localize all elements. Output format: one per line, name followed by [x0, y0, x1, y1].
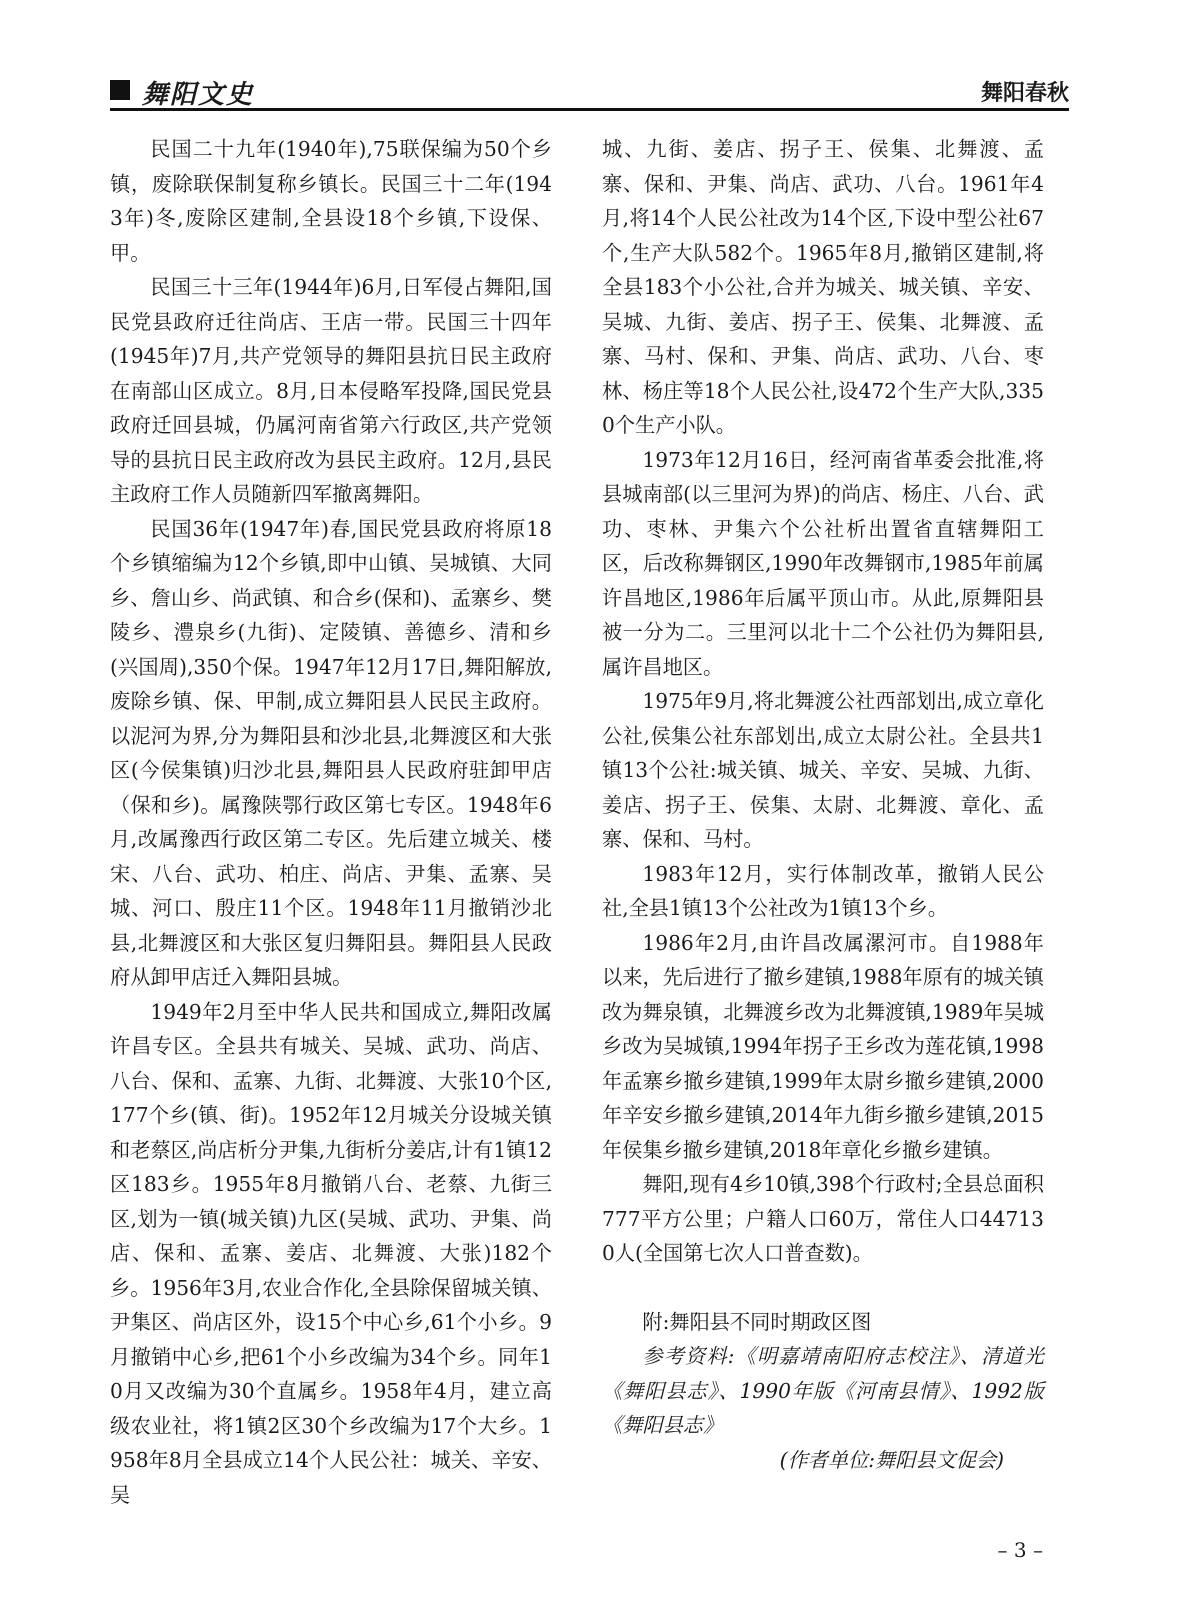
paragraph: 1973年12月16日，经河南省革委会批准,将县城南部(以三里河为界)的尚店、杨庄、八台、武功、枣林、尹集六个公社析出置省直辖舞阳工区，后改称舞钢区,1990年改舞钢市,1985年前属许昌地区,1986年后属平顶山市。从此,原舞阳县被一分为二。三里河以北十二个公社仍为舞阳县,属许昌地区。 — [602, 447, 1044, 679]
page-header — [110, 72, 1069, 111]
section-title: 舞阳春秋 — [980, 81, 1069, 106]
paragraph: 1983年12月，实行体制改革，撤销人民公社,全县1镇13个公社改为1镇13个乡。 — [602, 861, 1044, 920]
paragraph-continued: 城、九街、姜店、拐子王、侯集、北舞渡、孟寨、保和、尹集、尚店、武功、八台。1961年4月,将14个人民公社改为14个区,下设中型公社67个,生产大队582个。1965年8月,撤销区建制,将全县183个小公社,合并为城关、城关镇、辛安、吴城、九街、姜店、拐子王、侯集、北舞渡、孟寨、马村、保和、尹集、尚店、武功、八台、枣林、杨庄等18个人民公社,设472个生产大队,3350个生产小队。 — [602, 137, 1044, 437]
appendix-note: 附:舞阳县不同时期政区图 — [642, 1309, 872, 1334]
journal-title: 舞阳文史 — [142, 80, 255, 110]
paragraph: 民国36年(1947年)春,国民党县政府将原18个乡镇缩编为12个乡镇,即中山镇、吴城镇、大同乡、詹山乡、尚武镇、和合乡(保和)、孟寨乡、樊陵乡、澧泉乡(九街)、定陵镇、善德乡、清和乡(兴国周),350个保。1947年12月17日,舞阳解放,废除乡镇、保、甲制,成立舞阳县人民民主政府。以泥河为界,分为舞阳县和沙北县,北舞渡区和大张区(今侯集镇)归沙北县,舞阳县人民政府驻卸甲店（保和乡)。属豫陕鄂行政区第七专区。1948年6月,改属豫西行政区第二专区。先后建立城关、楼宋、八台、武功、柏庄、尚店、尹集、孟寨、吴城、河口、殷庄11个区。1948年11月撤销沙北县,北舞渡区和大张区复归舞阳县。舞阳县人民政府从卸甲店迁入舞阳县城。 — [110, 516, 552, 989]
page-number: – 3 – — [997, 1538, 1043, 1562]
header-square-mark — [110, 80, 130, 100]
author-affiliation: (作者单位:舞阳县文促会) — [779, 1447, 1004, 1472]
paragraph: 1975年9月,将北舞渡公社西部划出,成立章化公社,侯集公社东部划出,成立太尉公社。全县共1镇13个公社:城关镇、城关、辛安、吴城、九街、姜店、拐子王、侯集、太尉、北舞渡、章化、孟寨、保和、马村。 — [602, 689, 1044, 851]
paragraph: 民国三十三年(1944年)6月,日军侵占舞阳,国民党县政府迁往尚店、王店一带。民国三十四年(1945年)7月,共产党领导的舞阳县抗日民主政府在南部山区成立。8月,日本侵略军投降,国民党县政府迁回县城，仍属河南省第六行政区,共产党领导的县抗日民主政府改为县民主政府。12月,县民主政府工作人员随新四军撤离舞阳。 — [110, 275, 552, 506]
paragraph: 1986年2月,由许昌改属漯河市。自1988年以来，先后进行了撤乡建镇,1988年原有的城关镇改为舞泉镇，北舞渡乡改为北舞渡镇,1989年吴城乡改为吴城镇,1994年拐子王乡改为莲花镇,1998年孟寨乡撤乡建镇,1999年太尉乡撤乡建镇,2000年辛安乡撤乡建镇,2014年九街乡撤乡建镇,2015年侯集乡撤乡建镇,2018年章化乡撤乡建镇。 — [602, 930, 1044, 1162]
references: 参考资料:《明嘉靖南阳府志校注》、清道光《舞阳县志》、1990年版《河南县情》、1992版《舞阳县志》 — [602, 1344, 1044, 1437]
paragraph: 1949年2月至中华人民共和国成立,舞阳改属许昌专区。全县共有城关、吴城、武功、尚店、八台、保和、孟寨、九街、北舞渡、大张10个区,177个乡(镇、街)。1952年12月城关分设城关镇和老蔡区,尚店析分尹集,九街析分姜店,计有1镇12区183乡。1955年8月撤销八台、老蔡、九街三区,划为一镇(城关镇)九区(吴城、武功、尹集、尚店、保和、孟寨、姜店、北舞渡、大张)182个乡。1956年3月,农业合作化,全县除保留城关镇、尹集区、尚店区外，设15个中心乡,61个小乡。9月撤销中心乡,把61个小乡改编为34个乡。同年10月又改编为30个直属乡。1958年4月，建立高级农业社，将1镇2区30个乡改编为17个大乡。1958年8月全县成立14个人民公社：城关、辛安、吴 — [110, 999, 552, 1507]
right-column — [602, 132, 1044, 1477]
left-column — [110, 132, 552, 1512]
paragraph: 民国二十九年(1940年),75联保编为50个乡镇，废除联保制复称乡镇长。民国三十二年(1943年)冬,废除区建制,全县设18个乡镇,下设保、甲。 — [110, 137, 552, 265]
paragraph: 舞阳,现有4乡10镇,398个行政村;全县总面积777平方公里；户籍人口60万，常住人口447130人(全国第七次人口普查数)。 — [602, 1172, 1044, 1265]
